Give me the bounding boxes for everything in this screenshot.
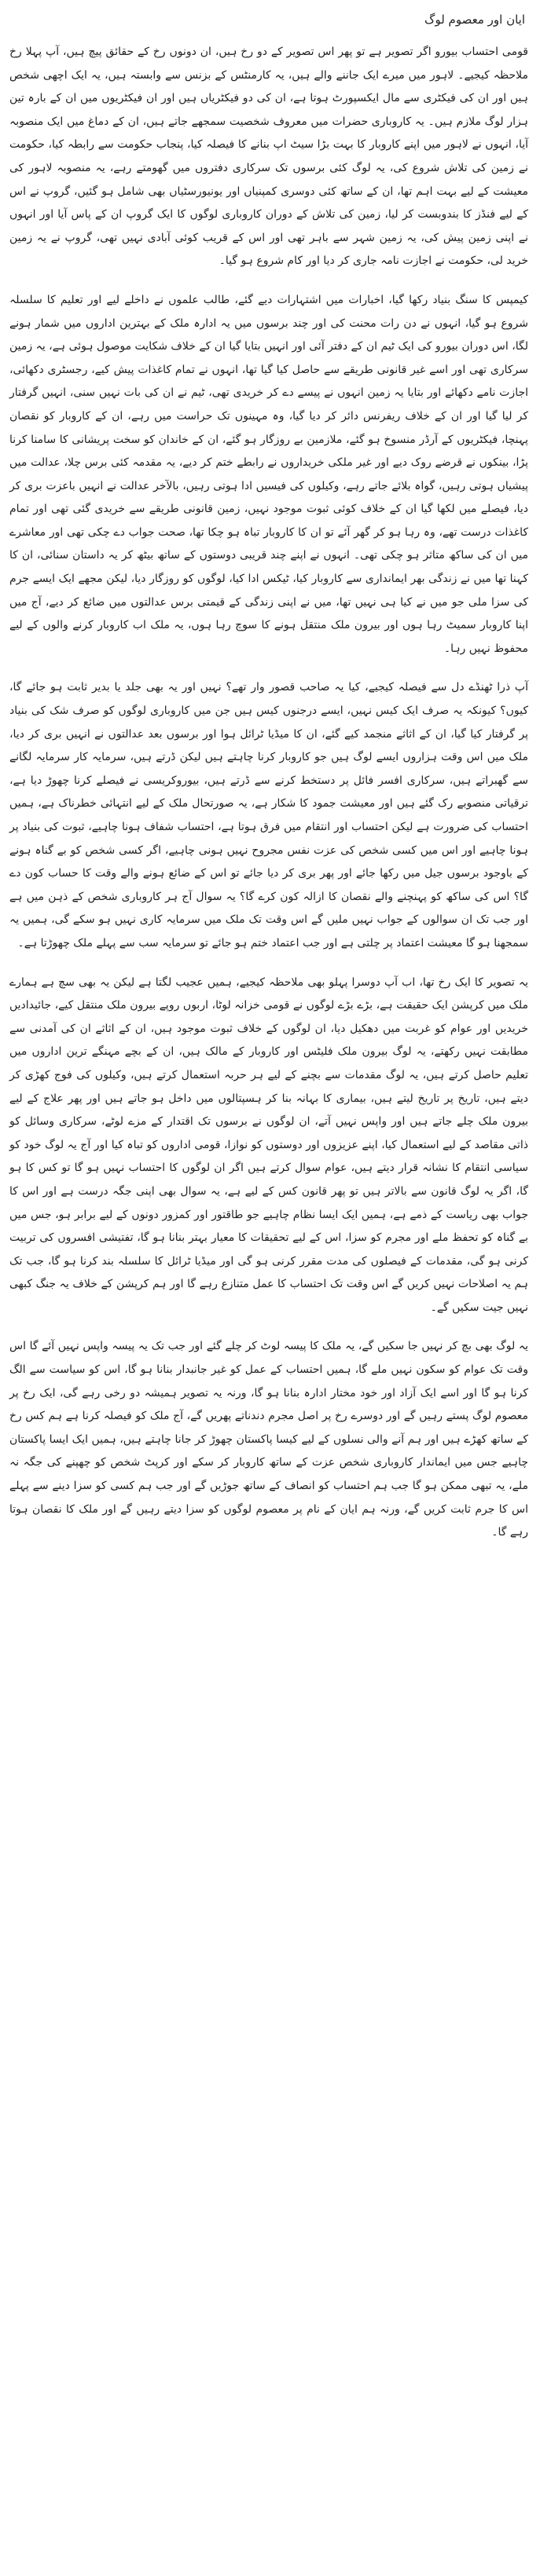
article-paragraph-3: آپ ذرا ٹھنڈے دل سے فیصلہ کیجیے، کیا یہ صاحب قصور وار تھے؟ نہیں اور یہ بھی جلد یا بدیر ثابت ہو جائے گا، کیوں؟ کیونکہ یہ صرف ایک کیس نہیں، ایسے درجنوں کیس ہیں جن میں کاروباری لوگوں کو صرف شک کی بنیاد پر گرفتار کیا گیا، ان کے اثاثے منجمد کیے گئے، ان کا میڈیا ٹرائل ہوا اور برسوں بعد عدالتوں نے انہیں بری کر دیا، ملک میں اس وقت ہزاروں ایسے لوگ ہیں جو کاروبار کرنا چاہتے ہیں لیکن ڈرتے ہیں، سرمایہ کار سرمایہ لگانے سے گھبراتے ہیں، سرکاری افسر فائل پر دستخط کرنے سے ڈرتے ہیں، بیوروکریسی نے فیصلے کرنا چھوڑ دیا ہے، ترقیاتی منصوبے رک گئے ہیں اور معیشت جمود کا شکار ہے، یہ صورتحال ملک کے لیے انتہائی خطرناک ہے، ہمیں احتساب کی ضرورت ہے لیکن احتساب اور انتقام میں فرق ہوتا ہے، احتساب شفاف ہونا چاہیے، ثبوت کی بنیاد پر ہونا چاہیے اور اس میں کسی شخص کی عزت نفس مجروح نہیں ہونی چاہیے، اگر کسی شخص کو بے گناہ ہونے کے باوجود برسوں جیل میں رکھا جائے اور پھر بری کر دیا جائے تو اس کے ضائع ہونے والے وقت کا حساب کون دے گا؟ اس کی ساکھ کو پہنچنے والے نقصان کا ازالہ کون کرے گا؟ یہ سوال آج ہر کاروباری شخص کے ذہن میں ہے اور جب تک ان سوالوں کے جواب نہیں ملیں گے اس وقت تک ملک میں سرمایہ کاری نہیں ہو سکے گی، ہمیں یہ سمجھنا ہو گا معیشت اعتماد پر چلتی ہے اور جب اعتماد ختم ہو جائے تو سرمایہ سب سے پہلے ملک چھوڑتا ہے۔ [9, 681, 528, 950]
article-paragraph-4: یہ تصویر کا ایک رخ تھا، اب آپ دوسرا پہلو بھی ملاحظہ کیجیے، ہمیں عجیب لگتا ہے لیکن یہ بھی سچ ہے ہمارے ملک میں کرپشن ایک حقیقت ہے، بڑے بڑے لوگوں نے قومی خزانہ لوٹا، اربوں روپے بیرون ملک منتقل کیے، جائیدادیں خریدیں اور عوام کو غربت میں دھکیل دیا، ان لوگوں کے خلاف ثبوت موجود ہیں، ان کے اثاثے ان کی آمدنی سے مطابقت نہیں رکھتے، یہ لوگ بیرون ملک فلیٹس اور کاروبار کے مالک ہیں، ان کے بچے مہنگے ترین اداروں میں تعلیم حاصل کرتے ہیں، یہ لوگ مقدمات سے بچنے کے لیے ہر حربہ استعمال کرتے ہیں، وکیلوں کی فوج کھڑی کر دیتے ہیں، تاریخ پر تاریخ لیتے ہیں، بیماری کا بہانہ بنا کر ہسپتالوں میں داخل ہو جاتے ہیں اور پھر علاج کے لیے بیرون ملک چلے جاتے ہیں اور واپس نہیں آتے، ان لوگوں نے برسوں تک اقتدار کے مزے لوٹے، سرکاری وسائل کو ذاتی مقاصد کے لیے استعمال کیا، اپنے عزیزوں اور دوستوں کو نوازا، قومی اداروں کو تباہ کیا اور آج یہ لوگ خود کو سیاسی انتقام کا نشانہ قرار دیتے ہیں، عوام سوال کرتے ہیں اگر ان لوگوں کا احتساب نہیں ہو گا تو کس کا ہو گا، اگر یہ لوگ قانون سے بالاتر ہیں تو پھر قانون کس کے لیے ہے، یہ سوال بھی اپنی جگہ درست ہے اور اس کا جواب بھی ریاست کے ذمے ہے، ہمیں ایک ایسا نظام چاہیے جو طاقتور اور کمزور دونوں کے لیے برابر ہو، جس میں بے گناہ کو تحفظ ملے اور مجرم کو سزا، اس کے لیے تحقیقات کا معیار بہتر بنانا ہو گا، تفتیشی افسروں کی تربیت کرنی ہو گی، مقدمات کے فیصلوں کی مدت مقرر کرنی ہو گی اور میڈیا ٹرائل کا سلسلہ بند کرنا ہو گا، جب تک ہم یہ اصلاحات نہیں کریں گے اس وقت تک احتساب کا عمل متنازع رہے گا اور ہم کرپشن کے خلاف یہ جنگ کبھی نہیں جیت سکیں گے۔ [9, 975, 528, 1314]
article-paragraph-1: قومی احتساب بیورو اگر تصویر ہے تو پھر اس تصویر کے دو رخ ہیں، ان دونوں رخ کے حقائق پیچ ہیں، آپ پہلا رخ ملاحظہ کیجیے۔ لاہور میں میرے ایک جاننے والے ہیں، یہ کارمنٹس کے بزنس سے وابستہ ہیں، یہ ایک اچھی شخص ہیں اور ان کی فیکٹری سے مال ایکسپورٹ ہوتا ہے، ان کی دو فیکٹریاں ہیں اور ان فیکٹریوں میں ان کے بارہ تین ہزار لوگ ملازم ہیں۔ یہ کاروباری حضرات میں معروف شخصیت سمجھے جاتے ہیں، ان کے دماغ میں ایک منصوبہ آیا، انہوں نے لاہور میں اپنے کاروبار کا بہت بڑا سیٹ اپ بنانے کا فیصلہ کیا، پنجاب حکومت سے رابطہ کیا، حکومت نے زمین کی تلاش شروع کی، یہ لوگ کئی برسوں تک سرکاری دفتروں میں گھومتے رہے، یہ منصوبہ لاہور کی معیشت کے لیے بہت اہم تھا، ان کے ساتھ کئی دوسری کمپنیاں اور یونیورسٹیاں بھی شامل ہو گئیں، گروپ نے اس کے لیے فنڈز کا بندوبست کر لیا، زمین کی تلاش کے دوران کاروباری لوگوں کا ایک گروپ ان کے پاس آیا اور انہوں نے اپنی زمین پیش کی، یہ زمین شہر سے باہر تھی اور اس کے قریب کوئی آبادی نہیں تھی، گروپ نے یہ زمین خرید لی، حکومت نے اجازت نامہ جاری کر دیا اور کام شروع ہو گیا۔ [9, 46, 528, 268]
article-title: ایان اور معصوم لوگ [424, 13, 525, 27]
article-paragraph-2: کیمپس کا سنگ بنیاد رکھا گیا، اخبارات میں اشتہارات دیے گئے، طالب علموں نے داخلے لیے اور تعلیم کا سلسلہ شروع ہو گیا، انہوں نے دن رات محنت کی اور چند برسوں میں یہ ادارہ ملک کے بہترین اداروں میں شمار ہونے لگا، اس دوران بیورو کی ایک ٹیم ان کے دفتر آئی اور انہیں بتایا گیا ان کے خلاف شکایت موصول ہوئی ہے، یہ زمین سرکاری تھی اور اسے غیر قانونی طریقے سے حاصل کیا گیا تھا، انہوں نے تمام کاغذات پیش کیے، رجسٹری دکھائی، اجازت نامے دکھائے اور بتایا یہ زمین انہوں نے پیسے دے کر خریدی تھی، ٹیم نے ان کی بات نہیں سنی، انہیں گرفتار کر لیا گیا اور ان کے خلاف ریفرنس دائر کر دیا گیا، وہ مہینوں تک حراست میں رہے، ان کے کاروبار کو نقصان پہنچا، فیکٹریوں کے آرڈر منسوخ ہو گئے، ملازمین بے روزگار ہو گئے، ان کے خاندان کو سخت پریشانی کا سامنا کرنا پڑا، بینکوں نے قرضے روک دیے اور غیر ملکی خریداروں نے رابطے ختم کر دیے، یہ مقدمہ کئی برس چلا، عدالت میں پیشیاں ہوتی رہیں، گواہ بلائے جاتے رہے، وکیلوں کی فیسیں ادا ہوتی رہیں، بالآخر عدالت نے انہیں باعزت بری کر دیا، فیصلے میں لکھا گیا ان کے خلاف کوئی ثبوت موجود نہیں، زمین قانونی طریقے سے خریدی گئی تھی اور تمام کاغذات درست تھے، وہ رہا ہو کر گھر آئے تو ان کا کاروبار تباہ ہو چکا تھا، صحت جواب دے چکی تھی اور معاشرے میں ان کی ساکھ متاثر ہو چکی تھی۔ انہوں نے اپنے چند قریبی دوستوں کے ساتھ بیٹھ کر یہ داستان سنائی، ان کا کہنا تھا میں نے زندگی بھر ایمانداری سے کاروبار کیا، ٹیکس ادا کیا، لوگوں کو روزگار دیا، لیکن مجھے ایک ایسے جرم کی سزا ملی جو میں نے کیا ہی نہیں تھا، میں نے اپنی زندگی کے قیمتی برس عدالتوں میں ضائع کر دیے، آج میں اپنا کاروبار سمیٹ رہا ہوں اور بیرون ملک منتقل ہونے کا سوچ رہا ہوں، یہ ملک اب کاروبار کرنے والوں کے لیے محفوظ نہیں رہا۔ [9, 293, 528, 655]
article [9, 6, 528, 1561]
article-paragraph-5: یہ لوگ بھی بچ کر نہیں جا سکیں گے، یہ ملک کا پیسہ لوٹ کر چلے گئے اور جب تک یہ پیسہ واپس نہیں آئے گا اس وقت تک عوام کو سکون نہیں ملے گا، ہمیں احتساب کے عمل کو غیر جانبدار بنانا ہو گا، اس کو سیاست سے الگ کرنا ہو گا اور اسے ایک آزاد اور خود مختار ادارہ بنانا ہو گا، ورنہ یہ تصویر ہمیشہ دو رخی رہے گی، ایک رخ پر معصوم لوگ پستے رہیں گے اور دوسرے رخ پر اصل مجرم دندناتے پھریں گے، آج ملک کو فیصلہ کرنا ہے ہم کس رخ کے ساتھ کھڑے ہیں اور ہم آنے والی نسلوں کے لیے کیسا پاکستان چھوڑ کر جانا چاہتے ہیں، ہمیں ایک ایسا پاکستان چاہیے جس میں ایماندار کاروباری شخص عزت کے ساتھ کاروبار کر سکے اور کرپٹ شخص کو چھپنے کی جگہ نہ ملے، یہ تبھی ممکن ہو گا جب ہم احتساب کو انصاف کے ساتھ جوڑیں گے اور جب ہم کسی کو سزا دینے سے پہلے اس کا جرم ثابت کریں گے، ورنہ ہم ایان کے نام پر معصوم لوگوں کو سزا دیتے رہیں گے اور ملک کا نقصان ہوتا رہے گا۔ [9, 1340, 528, 1539]
